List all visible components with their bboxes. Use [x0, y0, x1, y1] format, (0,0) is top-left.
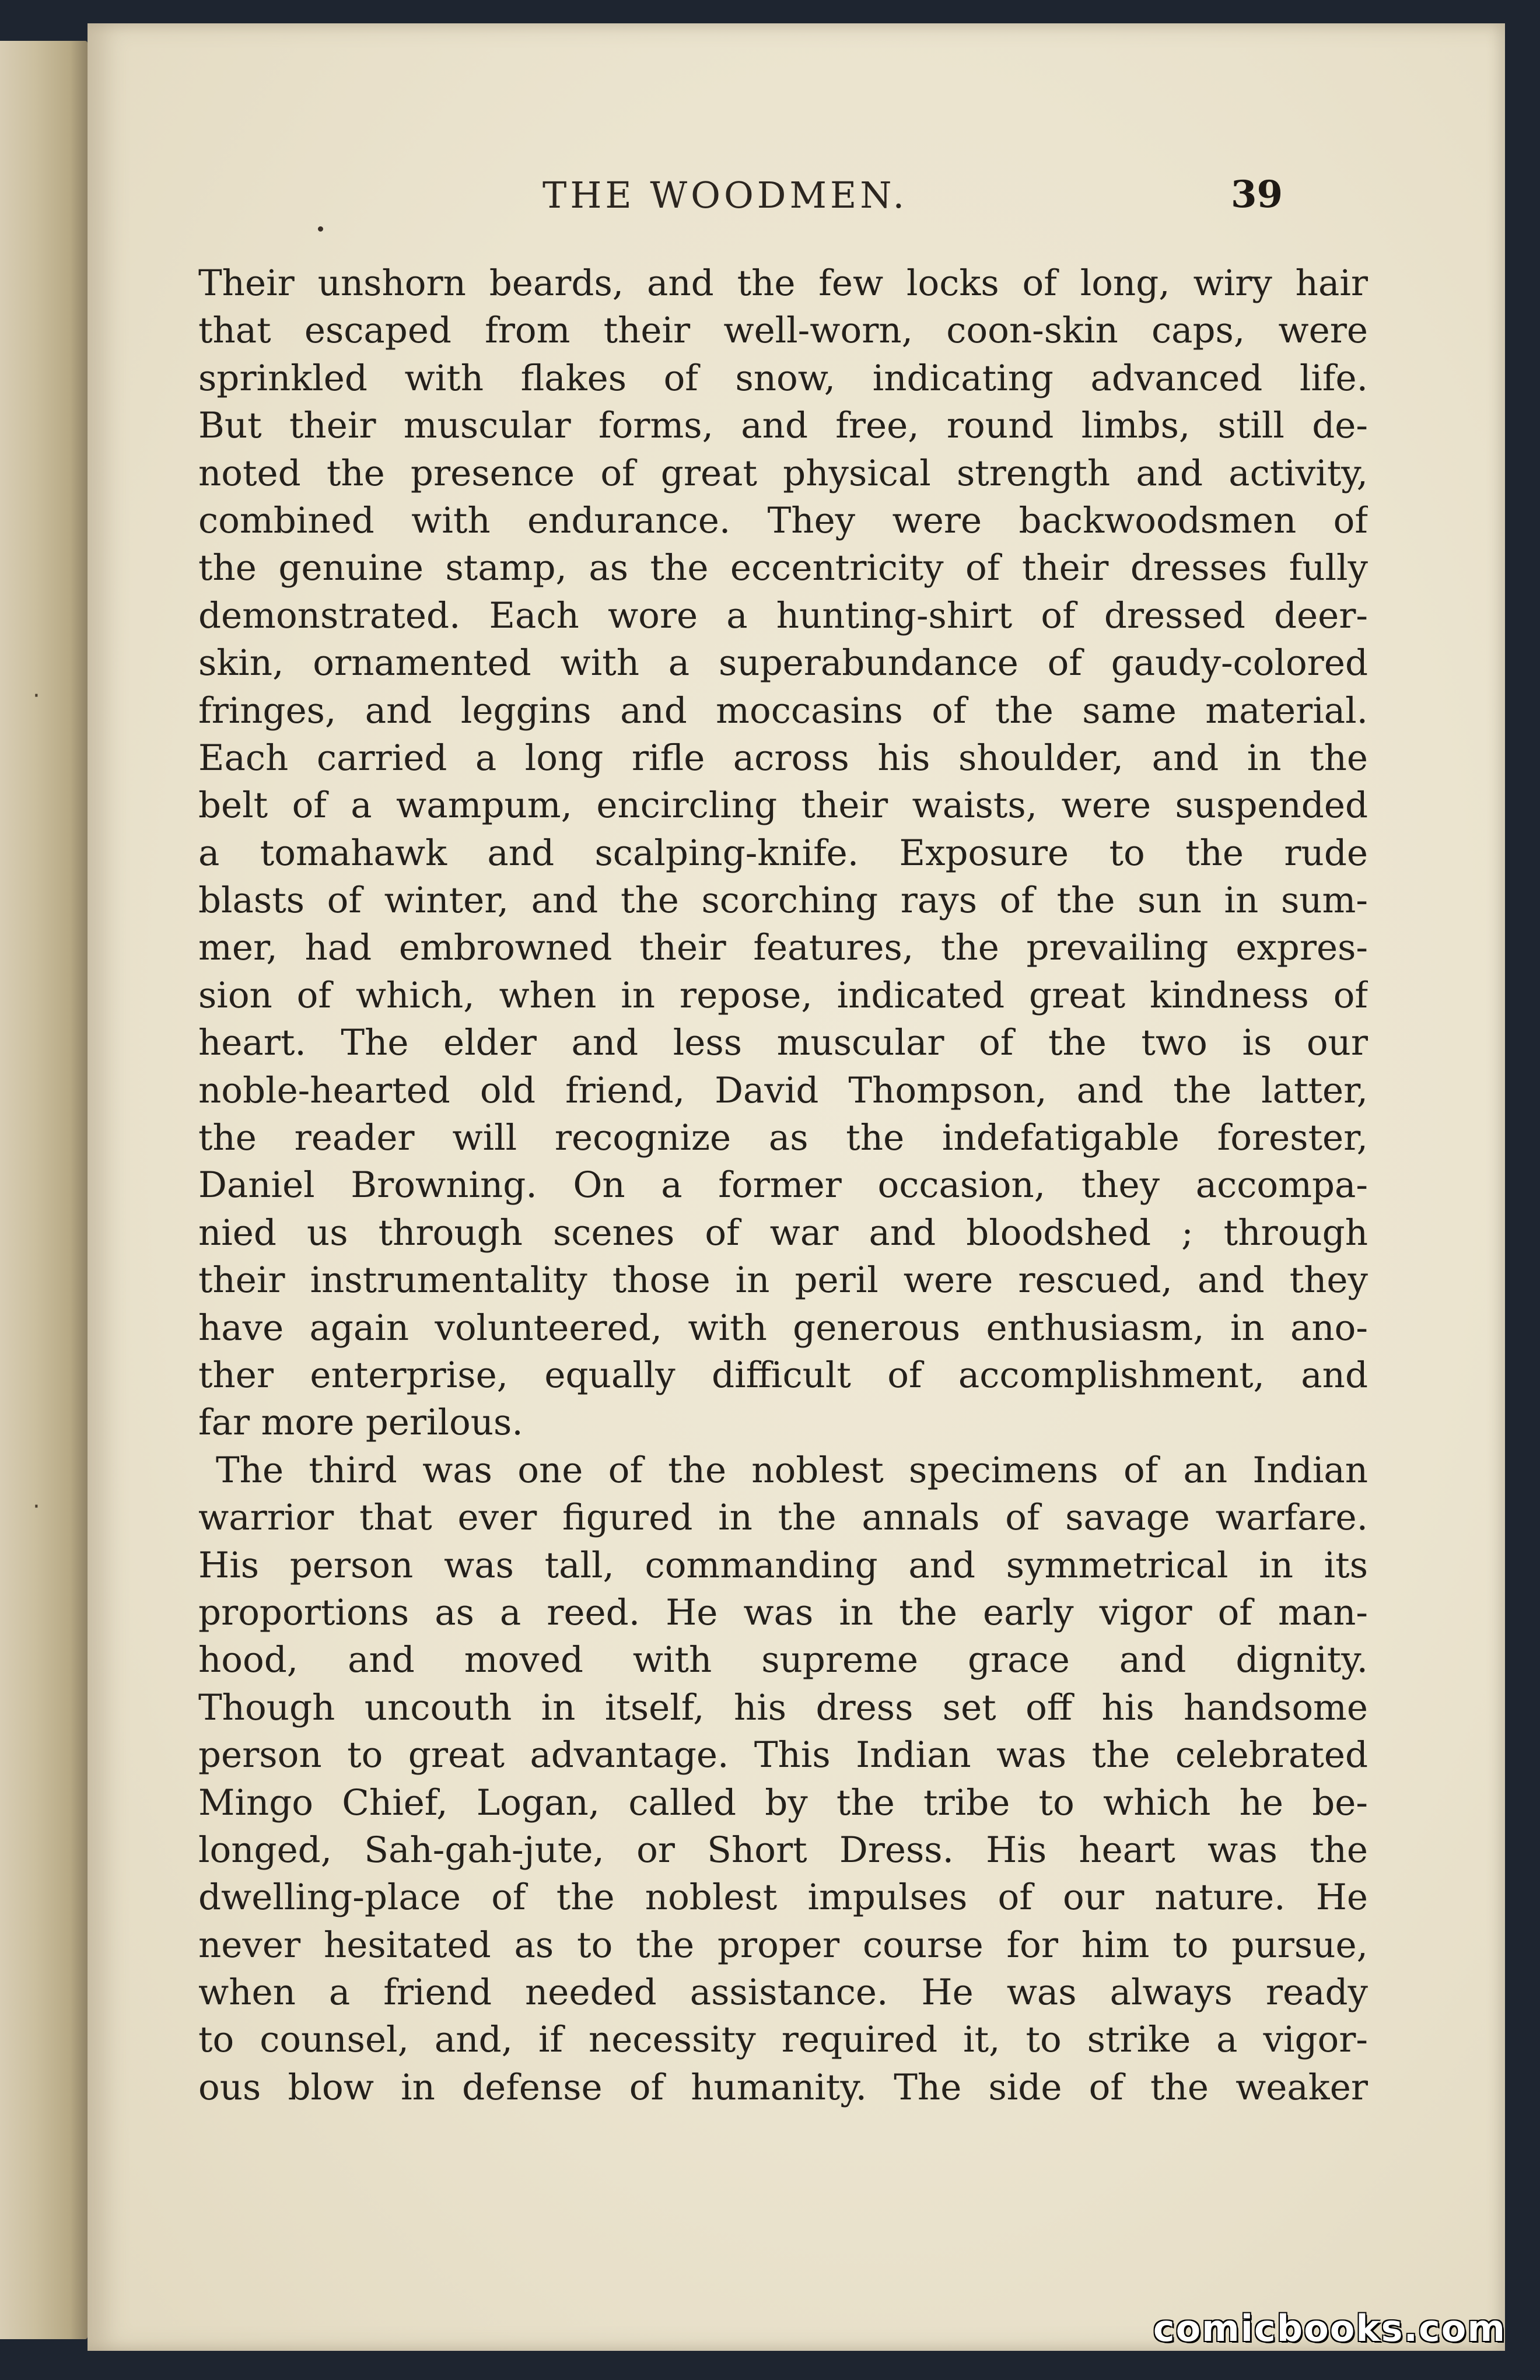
text-line: far more perilous. [198, 1402, 523, 1444]
margin-mark: · [33, 682, 40, 709]
text-line: belt of a wampum, encircling their waists, were suspended [198, 785, 1368, 827]
printer-dot [318, 226, 323, 232]
text-line: the reader will recognize as the indefatigable forester, [198, 1117, 1368, 1159]
text-line: never hesitated as to the proper course for him to pursue, [198, 1924, 1368, 1966]
text-line: noted the presence of great physical strength and activity, [198, 452, 1368, 494]
text-line: heart. The elder and less muscular of the two is our [198, 1022, 1368, 1064]
text-line: But their muscular forms, and free, round limbs, still de- [198, 405, 1368, 447]
text-line: sion of which, when in repose, indicated great kindness of [198, 974, 1368, 1016]
text-line: skin, ornamented with a superabundance of gaudy-colored [198, 642, 1368, 684]
text-line: the genuine stamp, as the eccentricity of their dresses fully [198, 547, 1368, 589]
text-line: noble-hearted old friend, David Thompson, and the latter, [198, 1069, 1368, 1111]
text-line: ther enterprise, equally difficult of accomplishment, and [198, 1354, 1368, 1396]
body-text [198, 260, 1368, 2111]
text-line: person to great advantage. This Indian was the celebrated [198, 1734, 1368, 1776]
text-line: blasts of winter, and the scorching rays of the sun in sum- [198, 880, 1368, 922]
text-line: Mingo Chief, Logan, called by the tribe to which he be- [198, 1782, 1368, 1824]
text-line: their instrumentality those in peril were rescued, and they [198, 1259, 1368, 1301]
text-line: to counsel, and, if necessity required it, to strike a vigor- [198, 2019, 1368, 2061]
book-page [88, 23, 1505, 2351]
text-line: nied us through scenes of war and bloodshed ; through [198, 1212, 1368, 1254]
text-line: Though uncouth in itself, his dress set off his handsome [198, 1686, 1368, 1728]
text-line: longed, Sah-gah-jute, or Short Dress. His heart was the [198, 1829, 1368, 1871]
text-line: hood, and moved with supreme grace and dignity. [198, 1639, 1368, 1681]
text-line: Each carried a long rifle across his shoulder, and in the [198, 737, 1368, 779]
text-line: mer, had embrowned their features, the prevailing expres- [198, 927, 1368, 969]
page-header [88, 174, 1505, 220]
text-line: Their unshorn beards, and the few locks of long, wiry hair [198, 262, 1368, 304]
text-line: have again volunteered, with generous enthusiasm, in ano- [198, 1307, 1368, 1349]
text-line: combined with endurance. They were backwoodsmen of [198, 499, 1368, 541]
running-title: THE WOODMEN. [542, 174, 908, 216]
text-line: sprinkled with flakes of snow, indicating advanced life. [198, 357, 1368, 399]
text-line: that escaped from their well-worn, coon-skin caps, were [198, 310, 1368, 352]
text-line: fringes, and leggins and moccasins of the same material. [198, 690, 1368, 732]
text-line: The third was one of the noblest specimens of an Indian [216, 1449, 1368, 1491]
book-spine-edge [0, 41, 88, 2339]
text-line: a tomahawk and scalping-knife. Exposure to the rude [198, 832, 1368, 874]
text-line: warrior that ever figured in the annals of savage warfare. [198, 1497, 1368, 1539]
watermark-logo: comicbooks.com [1153, 2307, 1506, 2350]
text-line: when a friend needed assistance. He was always ready [198, 1972, 1368, 2014]
text-line: ous blow in defense of humanity. The side of the weaker [198, 2066, 1368, 2108]
text-line: demonstrated. Each wore a hunting-shirt of dressed deer- [198, 594, 1368, 636]
text-line: proportions as a reed. He was in the early vigor of man- [198, 1591, 1368, 1633]
page-number: 39 [1231, 173, 1283, 216]
text-line: dwelling-place of the noblest impulses of our nature. He [198, 1877, 1368, 1919]
text-line: Daniel Browning. On a former occasion, they accompa- [198, 1164, 1368, 1206]
margin-mark: · [33, 1493, 40, 1520]
text-line: His person was tall, commanding and symmetrical in its [198, 1544, 1368, 1586]
